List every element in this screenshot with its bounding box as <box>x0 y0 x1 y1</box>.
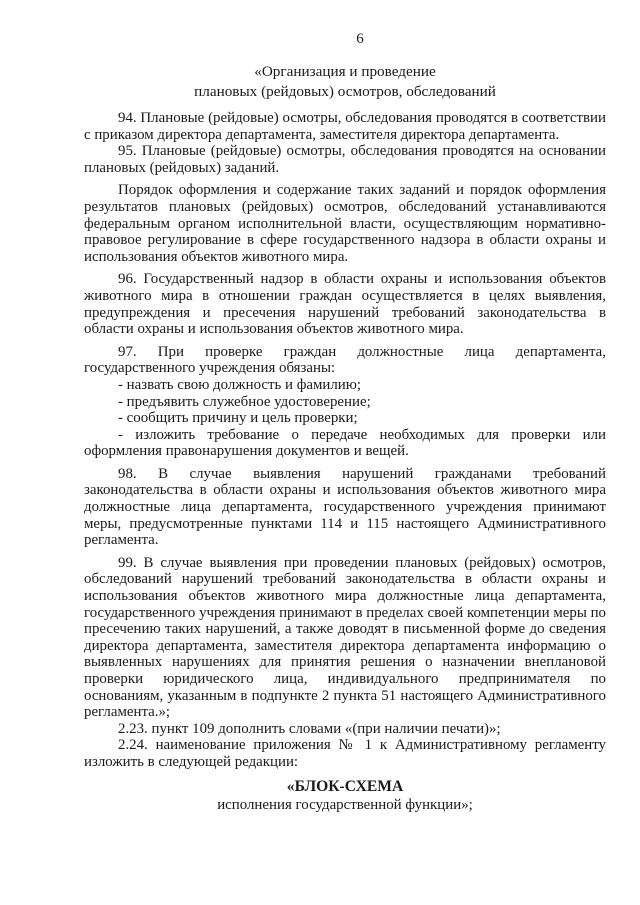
paragraph-2-23: 2.23. пункт 109 дополнить словами «(при наличии печати)»; <box>118 720 501 737</box>
paragraph-99: 99. В случае выявления при проведении плановых (рейдовых) осмотров, обследований нарушений требований законодательства в области охраны и использования объектов животного мира должностные лица департамента, государственного учреждения принимают в пределах своей компетенции меры по пресечению таких нарушений, а также доводят в письменной форме до сведения директора департамента, заместителя директора департамента информацию о выявленных нарушениях для принятия решения о назначении внеплановой проверки юридического лица, индивидуального предпринимателя по основаниям, указанным в подпункте 2 пункта 51 настоящего Административного регламента.»; <box>84 554 606 721</box>
paragraph-94: 94. Плановые (рейдовые) осмотры, обследования проводятся в соответствии с приказом директора департамента, заместителя директора департамента. <box>84 110 606 143</box>
paragraph-97: 97. При проверке граждан должностные лица департамента, государственного учреждения обязаны: <box>84 343 606 377</box>
list-item: - изложить требование о передаче необходимых для проверки или оформления правонарушения документов и вещей. <box>84 426 606 460</box>
block-scheme-title: «БЛОК-СХЕМА <box>286 777 404 795</box>
section-heading-line-1: «Организация и проведение <box>254 63 436 80</box>
section-heading-line-2: плановых (рейдовых) осмотров, обследований <box>194 83 496 100</box>
paragraph-98: 98. В случае выявления нарушений гражданами требований законодательства в области охраны и использования объектов животного мира должностные лица департамента, государственного учреждения принимают меры, предусмотренные пунктами 114 и 115 настоящего Административного регламента. <box>84 465 606 549</box>
list-item: - назвать свою должность и фамилию; <box>118 376 362 393</box>
block-scheme-subtitle: исполнения государственной функции»; <box>217 796 473 813</box>
section-heading <box>84 62 606 102</box>
paragraph-96: 96. Государственный надзор в области охраны и использования объектов животного мира в отношении граждан осуществляется в целях выявления, предупреждения и пресечения нарушений требований законодательства в области охраны и использования объектов животного мира. <box>84 271 606 338</box>
paragraph-95-procedure: Порядок оформления и содержание таких заданий и порядок оформления результатов плановых (рейдовых) осмотров, обследований устанавливаются федеральным органом исполнительной власти, осуществляющим нормативно-правовое регулирование в сфере государственного надзора в области охраны и использования объектов животного мира. <box>84 182 606 265</box>
list-item: - предъявить служебное удостоверение; <box>118 393 371 410</box>
paragraph-95: 95. Плановые (рейдовые) осмотры, обследования проводятся на основании плановых (рейдовых) заданий. <box>84 143 606 176</box>
paragraph-2-24: 2.24. наименование приложения № 1 к Административному регламенту изложить в следующей редакции: <box>84 737 606 770</box>
page-number: 6 <box>356 31 364 47</box>
list-item: - сообщить причину и цель проверки; <box>118 410 358 427</box>
